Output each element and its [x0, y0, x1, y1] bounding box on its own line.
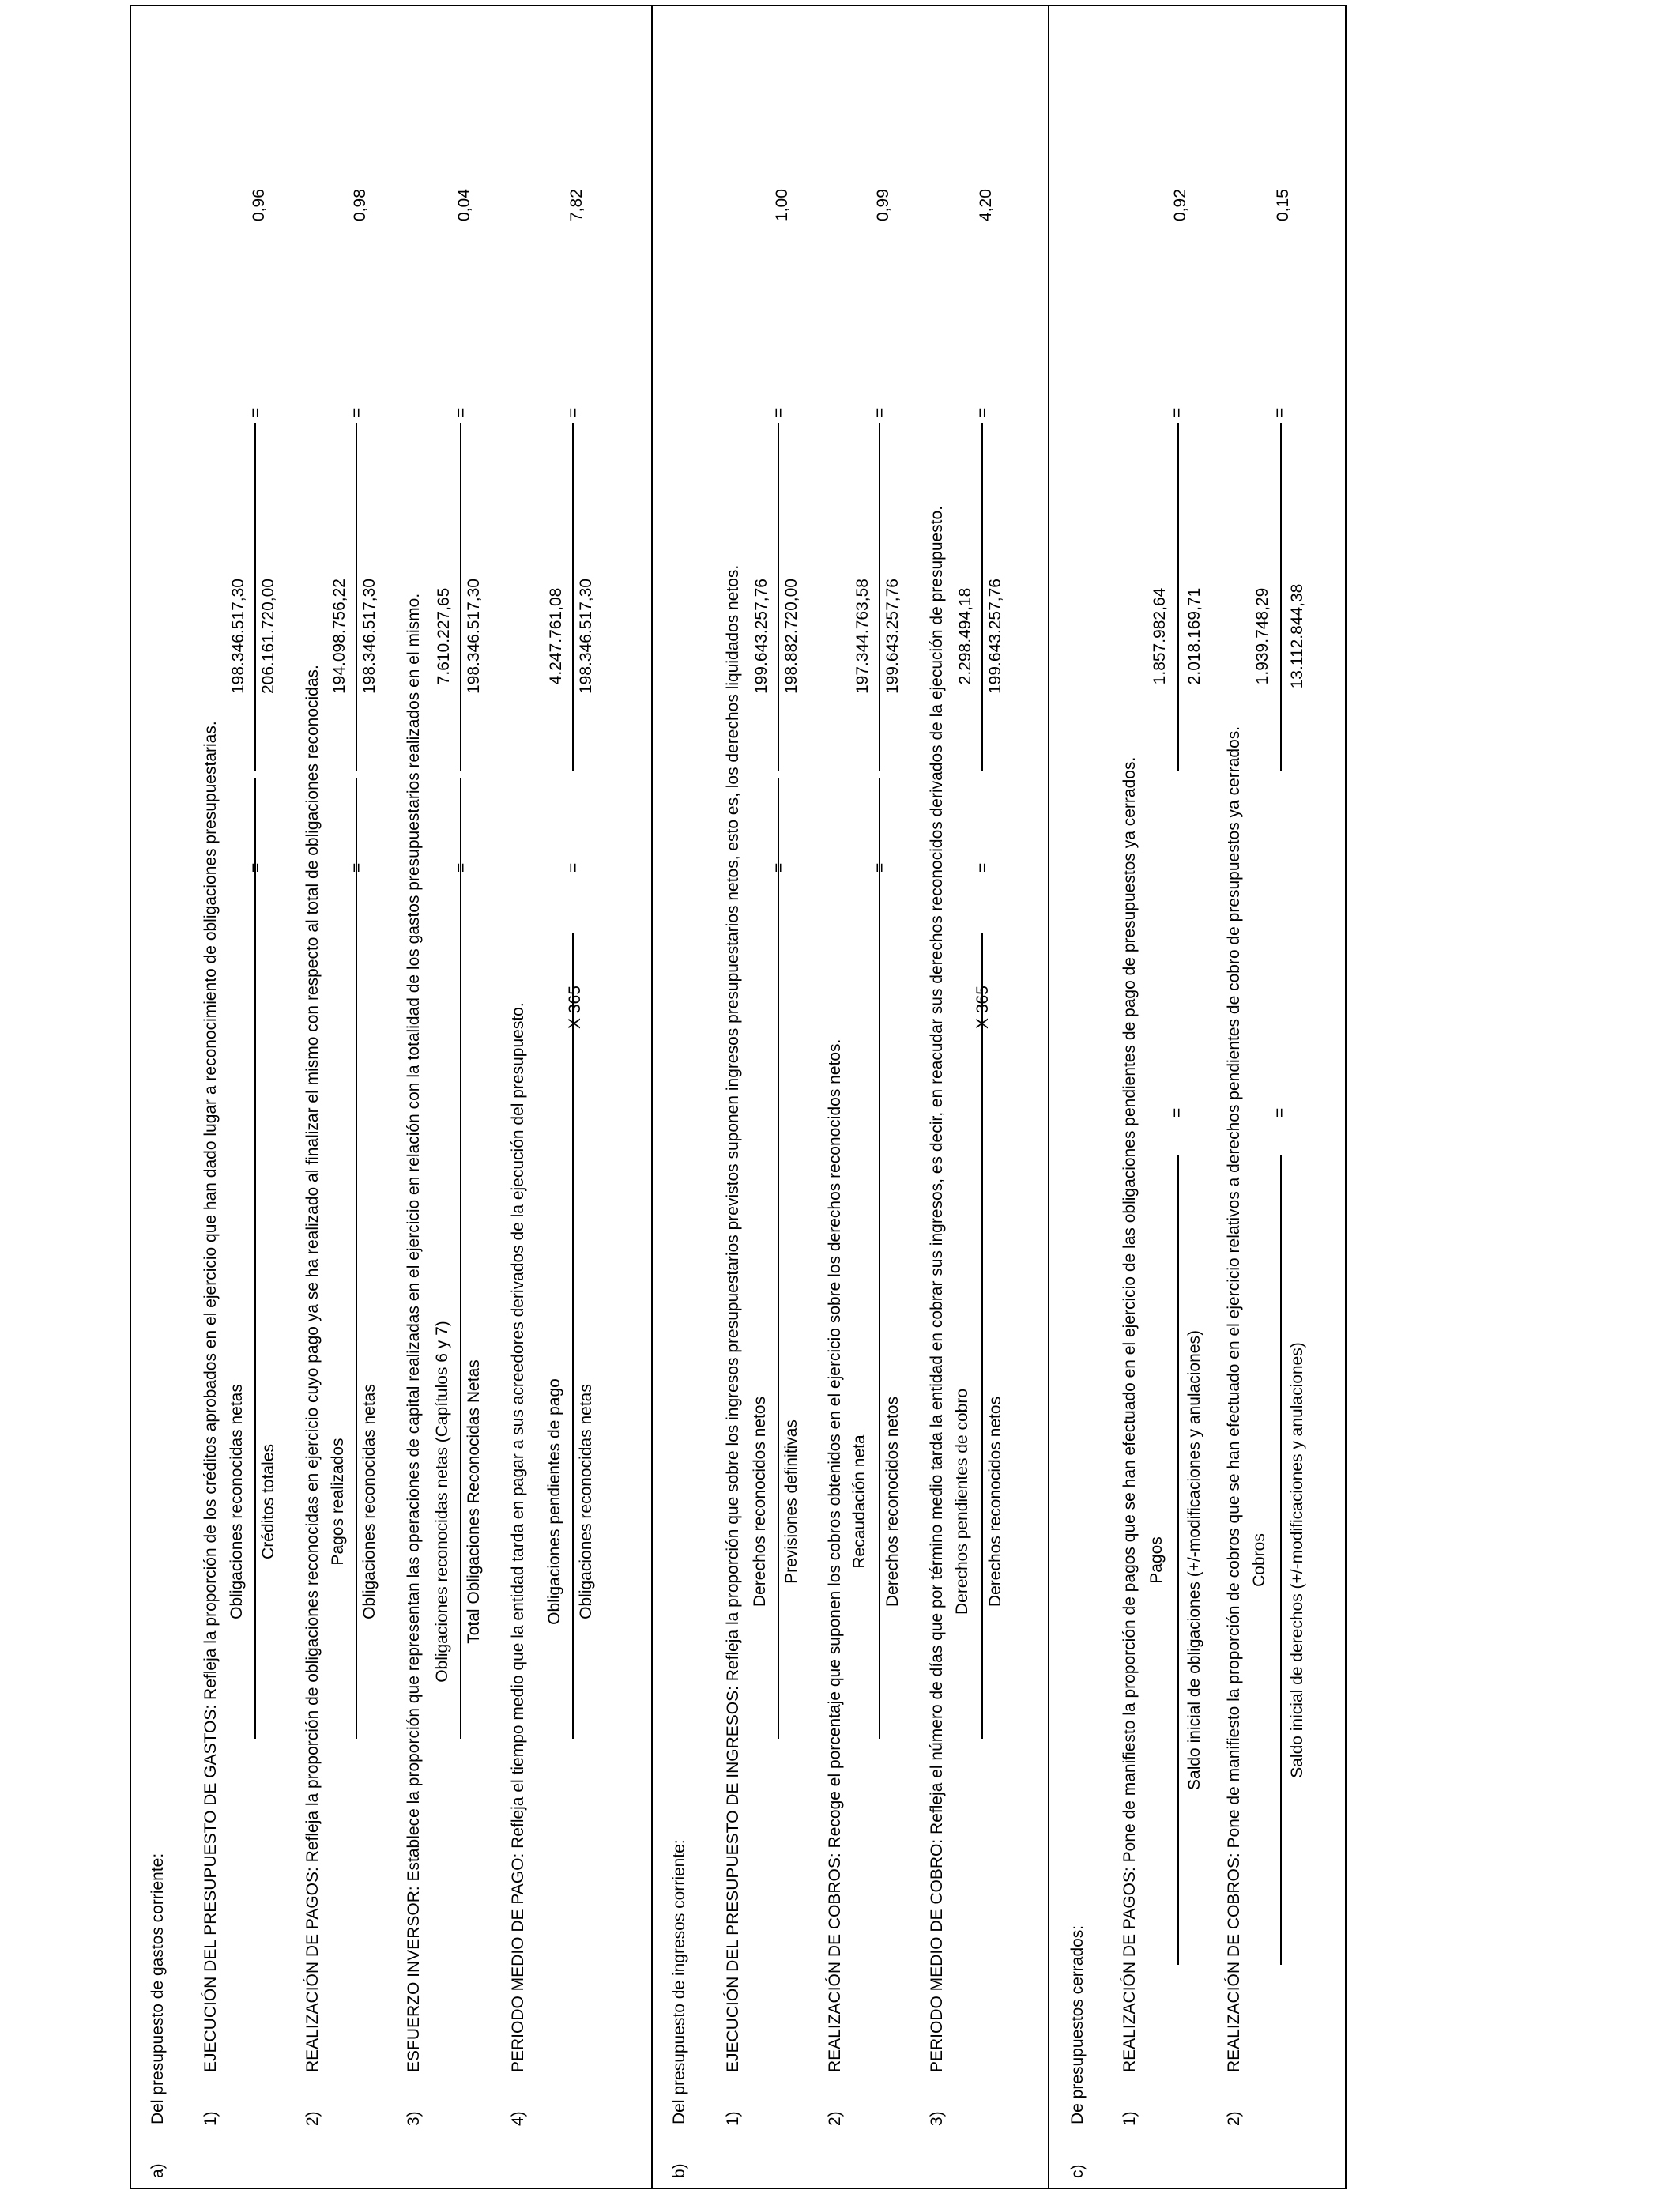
ratio-result: 0,99	[874, 189, 892, 221]
numerator-label: Obligaciones reconocidas netas (Capítulos 6 y 7)	[433, 1321, 451, 1683]
equals-sign: =	[871, 862, 889, 873]
denominator-label: Saldo inicial de derechos (+/-modificaciones y anulaciones)	[1288, 1342, 1306, 1778]
item-heading: ESFUERZO INVERSOR: Establece la proporción que representan las operaciones de capital realizadas en el ejercicio en relación con la totalidad de los gastos presupuestarios realizados en el mismo.	[405, 593, 423, 2072]
fraction-line	[1280, 1155, 1282, 1965]
equals-sign: =	[974, 862, 992, 873]
numerator-value: 7.610.227,65	[435, 587, 453, 685]
item-number: 2)	[826, 2111, 844, 2126]
ratio-result: 4,20	[977, 189, 995, 221]
fraction-line	[572, 933, 574, 1739]
equals-sign-result: =	[452, 407, 470, 417]
denominator-value: 13.112.844,38	[1288, 583, 1306, 689]
numerator-label: Cobros	[1250, 1533, 1268, 1587]
equals-sign-result: =	[348, 407, 366, 417]
ratio-result: 0,92	[1171, 189, 1189, 221]
value-fraction-line	[1177, 423, 1179, 771]
denominator-label: Derechos reconocidos netos	[883, 1396, 902, 1608]
numerator-label: Obligaciones reconocidas netas	[228, 1384, 246, 1619]
ratio-result: 0,15	[1274, 189, 1292, 221]
value-fraction-line	[460, 423, 461, 771]
equals-sign-result: =	[247, 407, 265, 417]
item-heading: PERIODO MEDIO DE COBRO: Refleja el número de días que por término medio tarda la entidad en cobrar sus ingresos, es decir, en reacudar sus derechos reconocidos derivados de la ejecución de presupuesto.	[928, 505, 946, 2072]
equals-sign-result: =	[564, 407, 582, 417]
section-b-marker: b)	[670, 2163, 688, 2178]
denominator-value: 198.346.517,30	[577, 579, 595, 694]
numerator-label: Pagos	[1147, 1536, 1166, 1584]
numerator-value: 198.346.517,30	[229, 579, 247, 694]
multiplier: X 365	[974, 986, 992, 1029]
equals-sign: =	[770, 862, 788, 873]
section-b-title: Del presupuesto de ingresos corriente:	[670, 1839, 688, 2124]
value-fraction-line	[356, 423, 357, 771]
equals-sign: =	[1271, 1107, 1289, 1118]
equals-sign-result: =	[1271, 407, 1289, 417]
section-a-title: Del presupuesto de gastos corriente:	[149, 1853, 167, 2124]
ratio-result: 0,04	[455, 189, 473, 221]
item-heading: REALIZACIÓN DE COBROS: Pone de manifiesto la proporción de cobros que se han efectuado en el ejercicio relativos a derechos pendientes de cobro de presupuestos ya cerrados.	[1225, 726, 1243, 2072]
denominator-label: Créditos totales	[259, 1444, 277, 1559]
numerator-value: 4.247.761,08	[547, 587, 565, 685]
equals-sign: =	[348, 862, 366, 873]
item-number: 1)	[1121, 2111, 1139, 2126]
denominator-label: Saldo inicial de obligaciones (+/-modificaciones y anulaciones)	[1185, 1330, 1203, 1790]
item-heading: REALIZACIÓN DE PAGOS: Pone de manifiesto la proporción de pagos que se han efectuado en el ejercicio de las obligaciones pendientes de pago de presupuestos ya cerrados.	[1121, 756, 1139, 2072]
denominator-value: 2.018.169,71	[1185, 587, 1203, 685]
equals-sign-result: =	[871, 407, 889, 417]
section-c-title: De presupuestos cerrados:	[1068, 1924, 1087, 2124]
numerator-label: Pagos realizados	[329, 1438, 347, 1566]
equals-sign-result: =	[974, 407, 992, 417]
item-heading: EJECUCIÓN DEL PRESUPUESTO DE GASTOS: Refleja la proporción de los créditos aprobados en el ejercicio que han dado lugar a reconocimiento de obligaciones presupuestarias.	[202, 721, 220, 2072]
numerator-label: Obligaciones pendientes de pago	[545, 1378, 563, 1625]
value-fraction-line	[879, 423, 880, 771]
section-divider-ab	[651, 5, 653, 2189]
denominator-value: 198.882.720,00	[782, 579, 800, 694]
fraction-line	[981, 933, 983, 1739]
value-fraction-line	[572, 423, 574, 771]
item-heading: REALIZACIÓN DE COBROS: Recoge el porcentaje que suponen los cobros obtenidos en el ejercicio sobre los derechos reconocidos netos.	[826, 1039, 844, 2072]
item-heading: REALIZACIÓN DE PAGOS: Refleja la proporción de obligaciones reconocidas en ejercicio cuyo pago ya se ha realizado al finalizar el mismo con respecto al total de obligaciones reconocidas.	[303, 665, 322, 2072]
item-heading: PERIODO MEDIO DE PAGO: Refleja el tiempo medio que la entidad tarda en pagar a sus acreedores derivados de la ejecución del presupuesto.	[509, 1002, 527, 2072]
numerator-label: Derechos pendientes de cobro	[953, 1388, 971, 1615]
denominator-label: Previsiones definitivas	[782, 1419, 800, 1584]
item-number: 4)	[509, 2111, 527, 2126]
ratio-result: 7,82	[567, 189, 586, 221]
item-number: 2)	[303, 2111, 322, 2126]
denominator-label: Obligaciones reconocidas netas	[577, 1384, 595, 1619]
item-heading: EJECUCIÓN DEL PRESUPUESTO DE INGRESOS: Refleja la proporción que sobre los ingresos presupuestarios previstos suponen ingresos presupuestarios netos, esto es, los derechos liquidados netos.	[724, 564, 742, 2072]
numerator-value: 2.298.494,18	[956, 587, 974, 685]
denominator-value: 198.346.517,30	[360, 579, 379, 694]
ratio-result: 1,00	[773, 189, 791, 221]
denominator-label: Total Obligaciones Reconocidas Netas	[465, 1359, 483, 1644]
item-number: 2)	[1225, 2111, 1243, 2126]
section-divider-bc	[1048, 5, 1049, 2189]
value-fraction-line	[778, 423, 779, 771]
equals-sign-result: =	[770, 407, 788, 417]
fraction-line	[778, 778, 779, 1739]
multiplier: X 365	[566, 986, 584, 1029]
numerator-label: Recaudación neta	[850, 1434, 868, 1569]
value-fraction-line	[254, 423, 256, 771]
fraction-line	[254, 778, 256, 1739]
equals-sign-result: =	[1168, 407, 1186, 417]
item-number: 1)	[724, 2111, 742, 2126]
fraction-line	[879, 778, 880, 1739]
numerator-value: 1.857.982,64	[1151, 587, 1169, 685]
equals-sign: =	[1168, 1107, 1186, 1118]
numerator-value: 194.098.756,22	[330, 579, 348, 694]
section-a-marker: a)	[149, 2163, 167, 2178]
denominator-value: 198.346.517,30	[465, 579, 483, 694]
fraction-line	[460, 778, 461, 1739]
fraction-line	[356, 778, 357, 1739]
item-number: 3)	[405, 2111, 423, 2126]
equals-sign: =	[247, 862, 265, 873]
denominator-value: 199.643.257,76	[883, 579, 902, 694]
section-c-marker: c)	[1068, 2164, 1087, 2178]
denominator-value: 199.643.257,76	[986, 579, 1004, 694]
ratio-result: 0,96	[250, 189, 268, 221]
denominator-value: 206.161.720,00	[259, 579, 277, 694]
numerator-value: 197.344.763,58	[853, 579, 872, 694]
item-number: 3)	[928, 2111, 946, 2126]
fraction-line	[1177, 1155, 1179, 1965]
numerator-value: 1.939.748,29	[1253, 587, 1271, 685]
equals-sign: =	[564, 862, 582, 873]
equals-sign: =	[452, 862, 470, 873]
denominator-label: Obligaciones reconocidas netas	[360, 1384, 379, 1619]
item-number: 1)	[202, 2111, 220, 2126]
value-fraction-line	[981, 423, 983, 771]
value-fraction-line	[1280, 423, 1282, 771]
ratio-result: 0,98	[351, 189, 369, 221]
denominator-label: Derechos reconocidos netos	[986, 1396, 1004, 1608]
numerator-value: 199.643.257,76	[752, 579, 770, 694]
numerator-label: Derechos reconocidos netos	[751, 1396, 769, 1608]
